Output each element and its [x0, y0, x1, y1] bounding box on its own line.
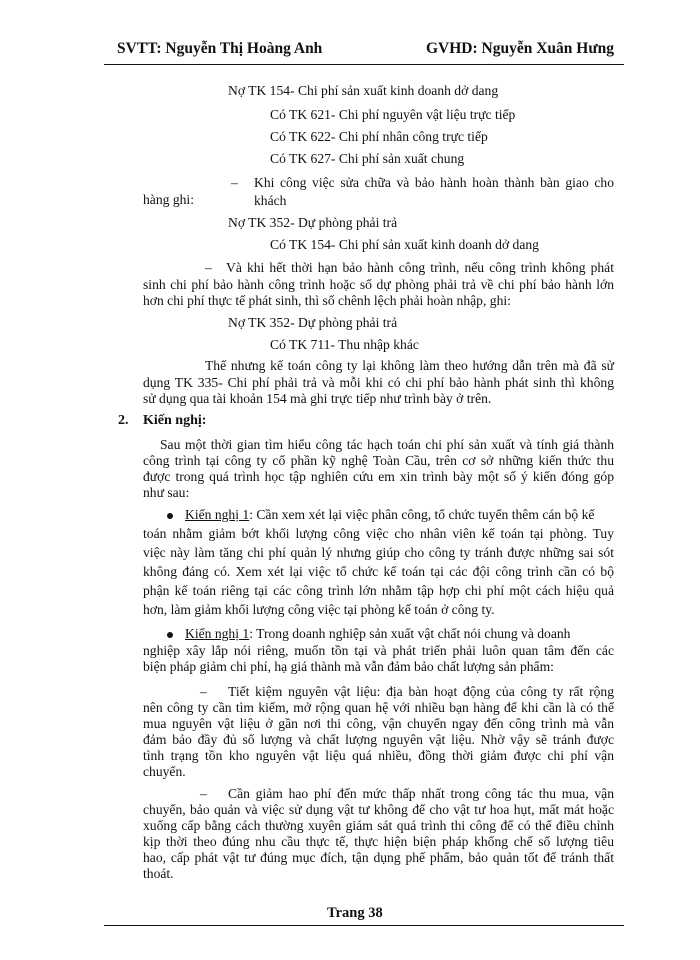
- entry-debit-352-b: Nợ TK 352- Dự phòng phải trả: [228, 315, 398, 330]
- intro-line1: Sau một thời gian tìm hiểu công tác hạch toán chi phí sản xuất và tính giá thành: [160, 437, 614, 452]
- rec2-label: Kiến nghị 1: [185, 626, 250, 641]
- dash-marker: –: [205, 260, 212, 275]
- dash-marker: –: [231, 175, 238, 190]
- footer-rule: [104, 925, 624, 926]
- sub1-line1: Tiết kiệm nguyên vật liệu: địa bàn hoạt động của công ty rất rộng: [228, 684, 614, 699]
- para-expiry-line1: Và khi hết thời hạn bảo hành công trình, nếu công trình không phát: [226, 260, 614, 275]
- entry-debit-352: Nợ TK 352- Dự phòng phải trả: [228, 215, 398, 230]
- section-number: 2.: [118, 413, 129, 428]
- sub2-line3: xuống cấp bằng cách thường xuyên giám sát quá trình thi công để có thể điều chỉnh: [143, 818, 614, 833]
- rec1-label: Kiến nghị 1: [185, 507, 250, 522]
- sub2-line6: thoát.: [143, 866, 174, 881]
- rec1-line5: phận kế toán riêng tại các công trình lớn nhằm tập hợp chi phí một cách hiệu quả: [143, 583, 614, 598]
- sub2-line1: Cần giảm hao phí đến mức thấp nhất trong công tác thu mua, vận: [228, 786, 614, 801]
- intro-line2: công trình tại công ty cổ phần kỹ nghệ Toàn Cầu, trên cơ sở những kiến thức thu: [143, 453, 614, 468]
- rec1-line6: hơn, làm giảm khối lượng công việc tại phòng kế toán ở công ty.: [143, 602, 495, 617]
- header-rule: [104, 64, 624, 65]
- sub1-line4: đảm bảo đầy đủ số lượng và chất lượng nguyên vật liệu. Nhờ vậy sẽ tránh được: [143, 732, 614, 747]
- para-practice-line3: sử dụng qua tài khoản 154 mà ghi trực tiếp như trình bày ở trên.: [143, 391, 492, 406]
- para-expiry-line2: sinh chi phí bảo hành công trình hoặc số dự phòng phải trả về chi phí bảo hành lớn: [143, 277, 614, 292]
- intro-line3: được trong quá trình học tập nghiên cứu em xin trình bày một số ý kiến đóng góp: [143, 469, 614, 484]
- para-practice-line2: dụng TK 335- Chi phí phải trả và mỗi khi có chi phí bảo hành phát sinh thì không: [143, 375, 614, 390]
- bullet-icon: [167, 513, 173, 519]
- dash-marker: –: [200, 684, 207, 699]
- entry-credit-621: Có TK 621- Chi phí nguyên vật liệu trực tiếp: [270, 107, 516, 122]
- rec2-line3: biện pháp giảm chi phí, hạ giá thành mà vẫn đảm bảo chất lượng sản phẩm:: [143, 659, 554, 674]
- para-practice-line1: Thế nhưng kế toán công ty lại không làm theo hướng dẫn trên mà đã sử: [205, 358, 614, 373]
- para-warranty-line1: Khi công việc sửa chữa và bảo hành hoàn thành bàn giao cho khách: [254, 175, 614, 208]
- rec1-line2: toán nhằm giảm bớt khối lượng công việc cho nhân viên kế toán tại phòng. Tuy: [143, 526, 614, 541]
- header-advisor: GVHD: Nguyễn Xuân Hưng: [426, 40, 615, 57]
- rec1-line3: việc này làm tăng chi phí quản lý nhưng giúp cho công ty tránh được những sai sót: [143, 545, 614, 560]
- para-expiry-line3: hơn chi phí thực tế phát sinh, thì số chênh lệch phải hoàn nhập, ghi:: [143, 293, 511, 308]
- sub2-line2: chuyển, bảo quản và việc sử dụng vật tư không để cho vật tư hoa hụt, mất mát hoặc: [143, 802, 614, 817]
- rec1-line4: không đáng có. Xem xét lại việc tổ chức kế toán tại các đội công trình cần có bộ: [143, 564, 614, 579]
- intro-line4: như sau:: [143, 485, 190, 500]
- entry-credit-627: Có TK 627- Chi phí sản xuất chung: [270, 151, 465, 166]
- entry-credit-622: Có TK 622- Chi phí nhân công trực tiếp: [270, 129, 488, 144]
- sub2-line5: hao, cấp phát vật tư đúng mục đích, tận dụng phế phẩm, bảo quản tốt để tránh thất: [143, 850, 614, 865]
- rec2-line2: nghiệp xây lắp nói riêng, muốn tồn tại và phát triển phải luôn quan tâm đến các: [143, 643, 614, 658]
- sub1-line6: chuyển.: [143, 764, 186, 779]
- rec1-line1: [185, 506, 594, 524]
- entry-debit-154: Nợ TK 154- Chi phí sản xuất kinh doanh dở dang: [228, 83, 499, 98]
- entry-credit-711: Có TK 711- Thu nhập khác: [270, 337, 419, 352]
- section-title: Kiến nghị:: [143, 413, 207, 428]
- rec2-line1: [185, 625, 570, 643]
- sub1-line3: mua nguyên vật liệu ở gần nơi thi công, vận chuyển ngay đến công trình mà vẫn: [143, 716, 614, 731]
- sub1-line2: nên công ty cần tìm kiếm, mở rộng quan hệ với nhiều bạn hàng để khi cần là có thể: [143, 700, 614, 715]
- sub2-line4: kịp thời theo đúng nhu cầu thực tế, thực hiện biện pháp khống chế số lượng tiêu: [143, 834, 614, 849]
- sub1-line5: tình trạng tồn kho nguyên vật liệu quá nhiều, đồng thời giảm được chi phí vận: [143, 748, 614, 763]
- entry-credit-154: Có TK 154- Chi phí sản xuất kinh doanh dở dang: [270, 237, 539, 252]
- header-student: SVTT: Nguyễn Thị Hoàng Anh: [117, 40, 323, 57]
- bullet-icon: [167, 632, 173, 638]
- para-warranty-line2: hàng ghi:: [143, 192, 194, 207]
- rec1-text: : Cần xem xét lại việc phân công, tổ chức tuyển thêm cán bộ kế: [249, 507, 595, 522]
- rec2-text: : Trong doanh nghiệp sản xuất vật chất nói chung và doanh: [249, 626, 571, 641]
- dash-marker: –: [200, 786, 207, 801]
- page-number: Trang 38: [327, 905, 383, 921]
